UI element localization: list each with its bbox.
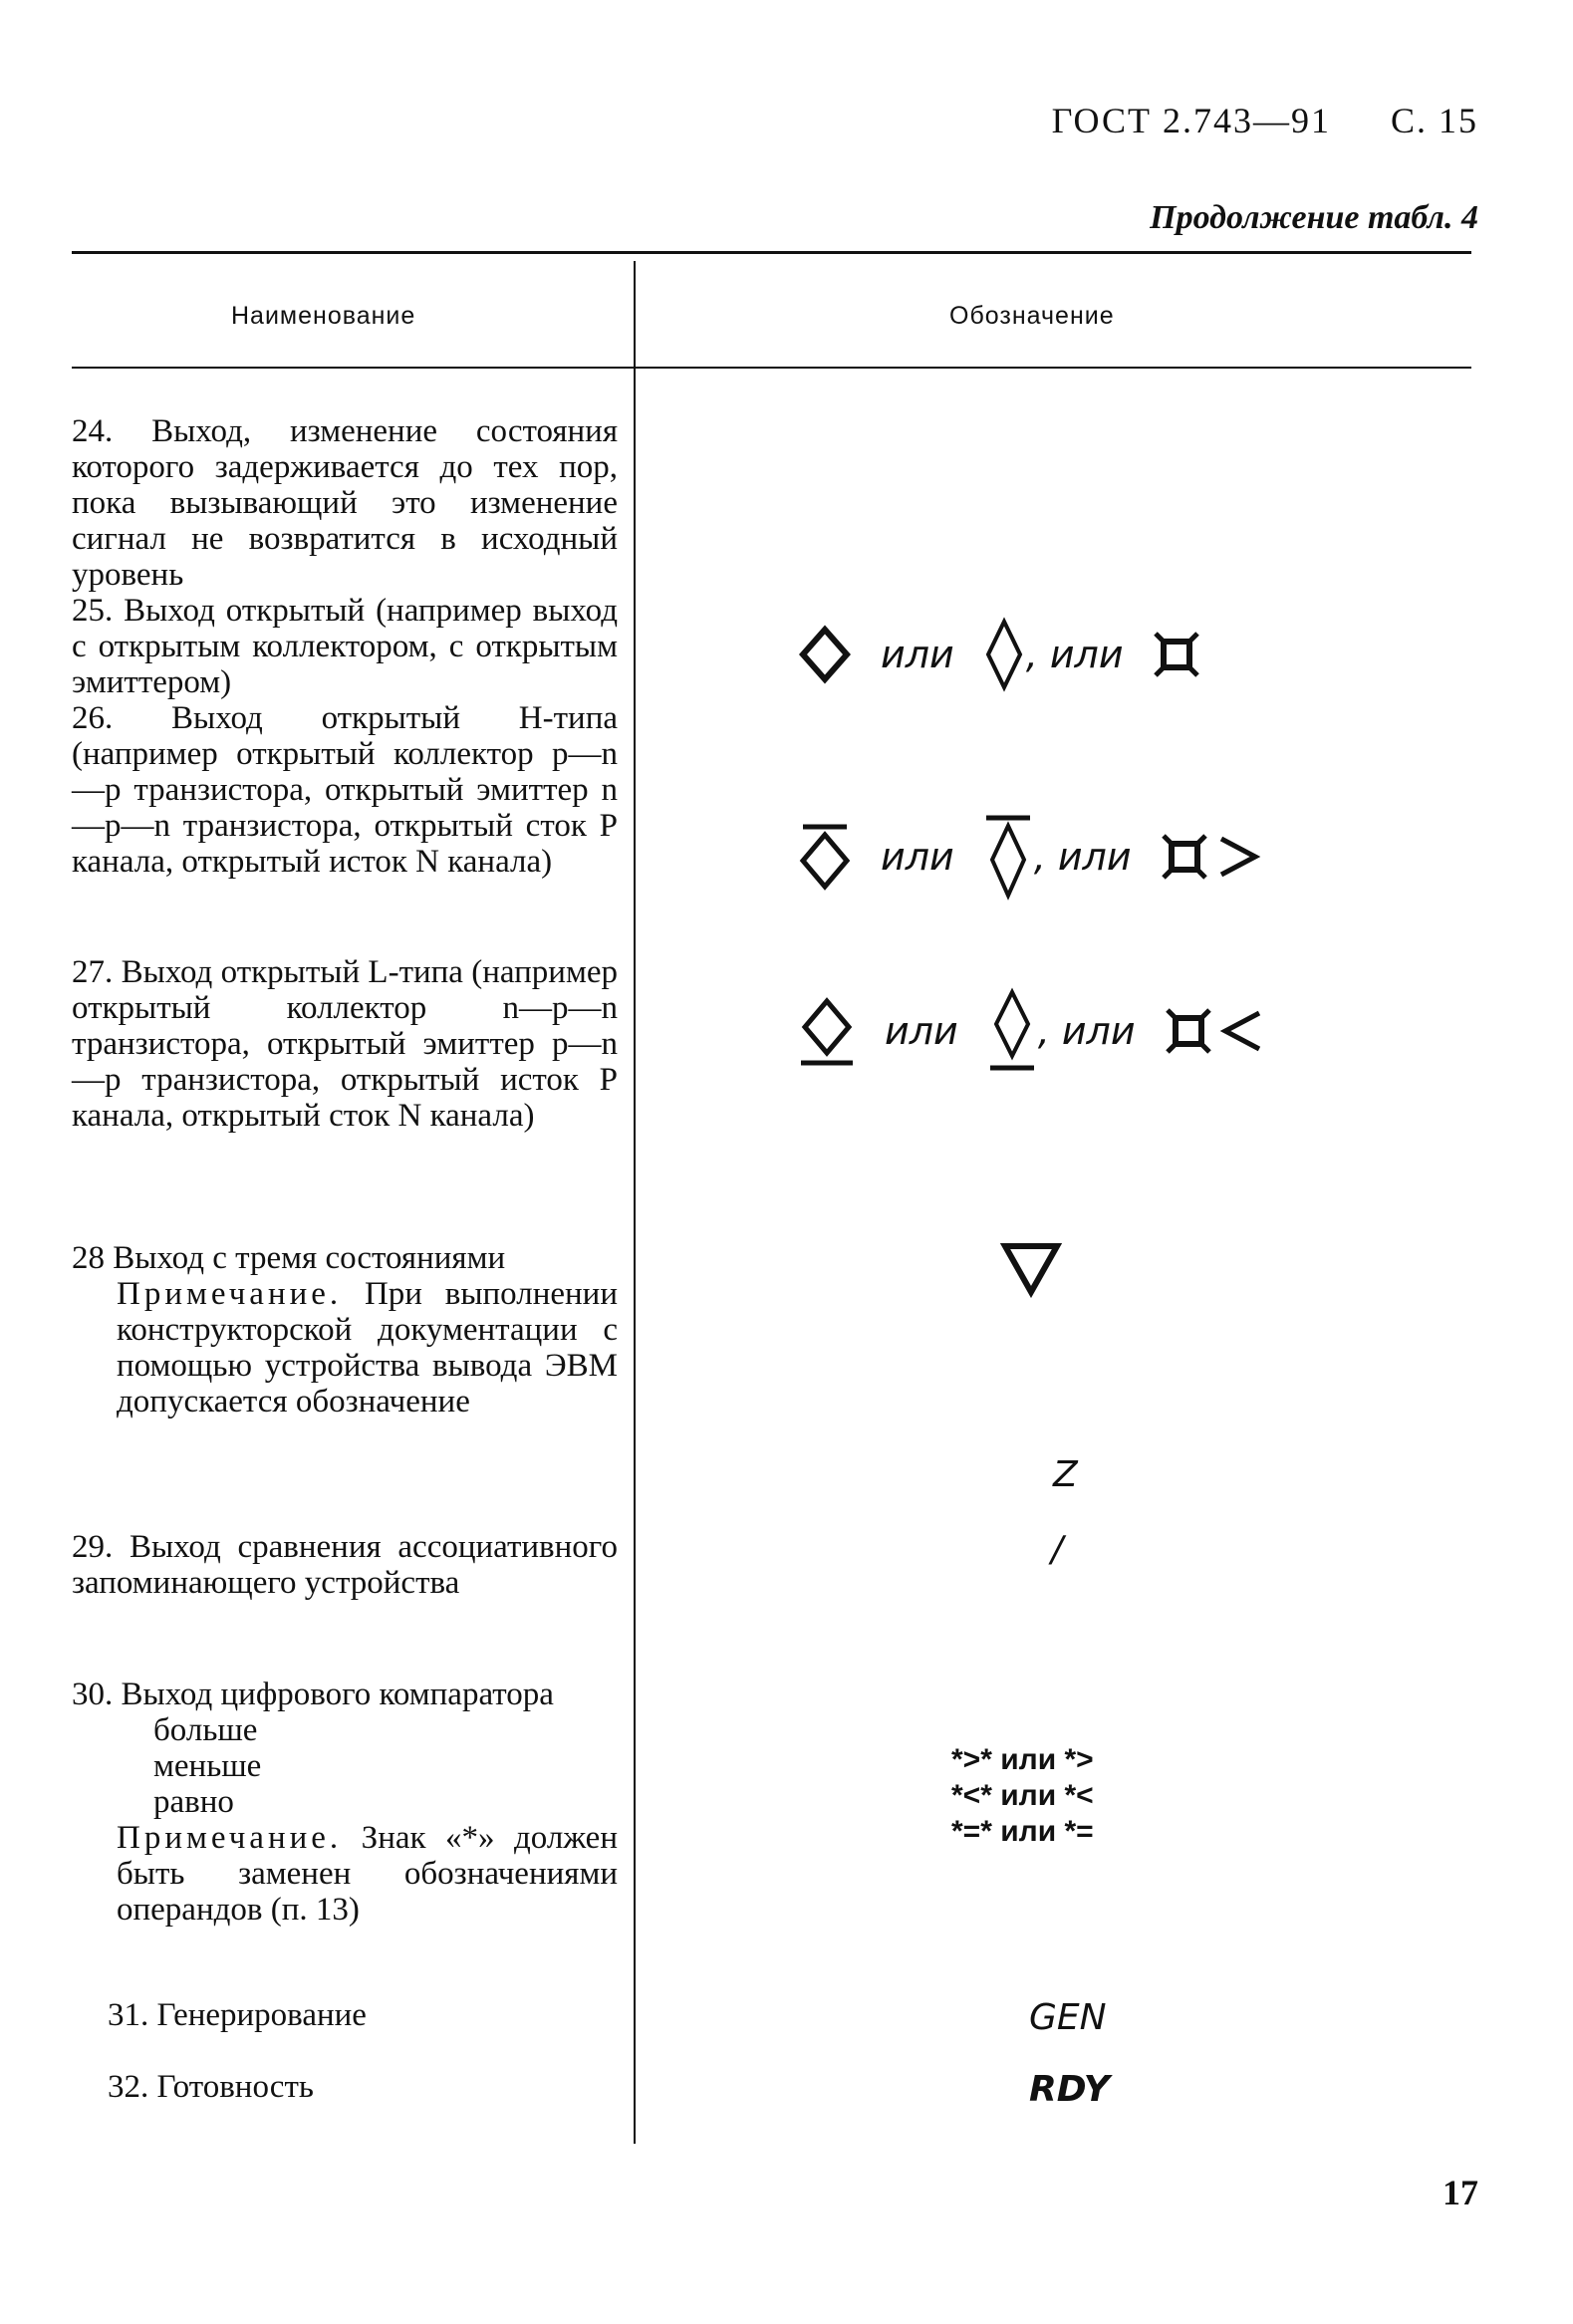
- page-label: С. 15: [1390, 101, 1478, 140]
- standard-number: ГОСТ 2.743—91: [1051, 101, 1331, 140]
- note-heading: Примечание.: [117, 1276, 343, 1312]
- table-top-rule: [72, 251, 1471, 254]
- row-30-gt: больше: [153, 1712, 258, 1748]
- row-31-text: 31. Генерирование: [108, 1997, 367, 2033]
- open-output-diamond-alt-icon: [982, 616, 1026, 693]
- note-text: При выполнении конструкторской документации с помощью устройства вывода ЭВМ допускается обозначение: [117, 1276, 618, 1420]
- open-h-output-square-gt-icon: [1160, 829, 1263, 885]
- row-28-text: 28 Выход с тремя состояниями Примечание. При выполнении конструкторской документации с помощью устройства вывода ЭВМ допускается обозначение: [72, 1240, 618, 1420]
- row-30-eq: равно: [153, 1784, 234, 1820]
- open-l-output-diamond-icon: [797, 991, 857, 1071]
- page-header: [1052, 100, 1478, 141]
- symbol-row-30-lt: *<* или *<: [951, 1779, 1094, 1812]
- symbol-row-28-alt: Z: [1053, 1454, 1078, 1495]
- row-26-text: 26. Выход открытый Н-типа (например открытый коллектор p—n—p транзистора, открытый эмиттер n—p—n транзистора, открытый сток P канала, открытый исток N канала): [72, 700, 618, 880]
- symbol-row-29: /: [1051, 1529, 1064, 1570]
- symbol-row-27: или , или: [797, 986, 1267, 1076]
- open-l-output-diamond-alt-icon: [986, 986, 1038, 1076]
- symbol-row-32: RDY: [1029, 2069, 1110, 2110]
- symbol-row-31: GEN: [1029, 1997, 1107, 2038]
- open-h-output-diamond-alt-icon: [982, 812, 1034, 902]
- row-27-text: 27. Выход открытый L-типа (например открытый коллектор n—p—n транзистора, открытый эмиттер p—n—p транзистора, открытый исток P канала, открытый сток N канала): [72, 954, 618, 1134]
- column-header-name: Наименование: [231, 302, 416, 330]
- row-25-text: 25. Выход открытый (например выход с открытым коллектором, с открытым эмиттером): [72, 593, 618, 700]
- table-head-rule: [72, 367, 1471, 369]
- table-column-divider: [634, 261, 636, 2144]
- page-number: 17: [1442, 2173, 1478, 2212]
- open-h-output-diamond-icon: [797, 821, 853, 893]
- symbol-row-30-gt: *>* или *>: [951, 1743, 1094, 1776]
- three-state-triangle-icon: [999, 1240, 1063, 1298]
- table-continuation-caption: Продолжение табл. 4: [1150, 199, 1478, 236]
- column-header-symbol: Обозначение: [949, 302, 1115, 330]
- symbol-row-30-eq: *=* или *=: [951, 1815, 1094, 1848]
- row-24-text: 24. Выход, изменение состояния которого задерживается до тех пор, пока вызывающий это изменение сигнал не возвратится в исходный уровень: [72, 413, 618, 593]
- symbol-row-28: [999, 1240, 1063, 1298]
- open-output-square-crossed-icon: [1152, 630, 1201, 679]
- symbol-row-25: или , или: [797, 616, 1201, 693]
- note-heading: Примечание.: [117, 1820, 343, 1856]
- row-30-lt: меньше: [153, 1748, 262, 1784]
- row-30-text: 30. Выход цифрового компаратора больше меньше равно Примечание. Знак «*» должен быть заменен обозначениями операндов (п. 13): [72, 1677, 618, 1928]
- open-output-diamond-icon: [797, 624, 853, 685]
- row-29-text: 29. Выход сравнения ассоциативного запоминающего устройства: [72, 1529, 618, 1601]
- symbol-row-26: или , или: [797, 812, 1263, 902]
- row-32-text: 32. Готовность: [108, 2069, 314, 2105]
- note-text: Знак «*» должен быть заменен обозначениями операндов (п. 13): [117, 1820, 618, 1928]
- open-l-output-square-lt-icon: [1164, 1003, 1267, 1059]
